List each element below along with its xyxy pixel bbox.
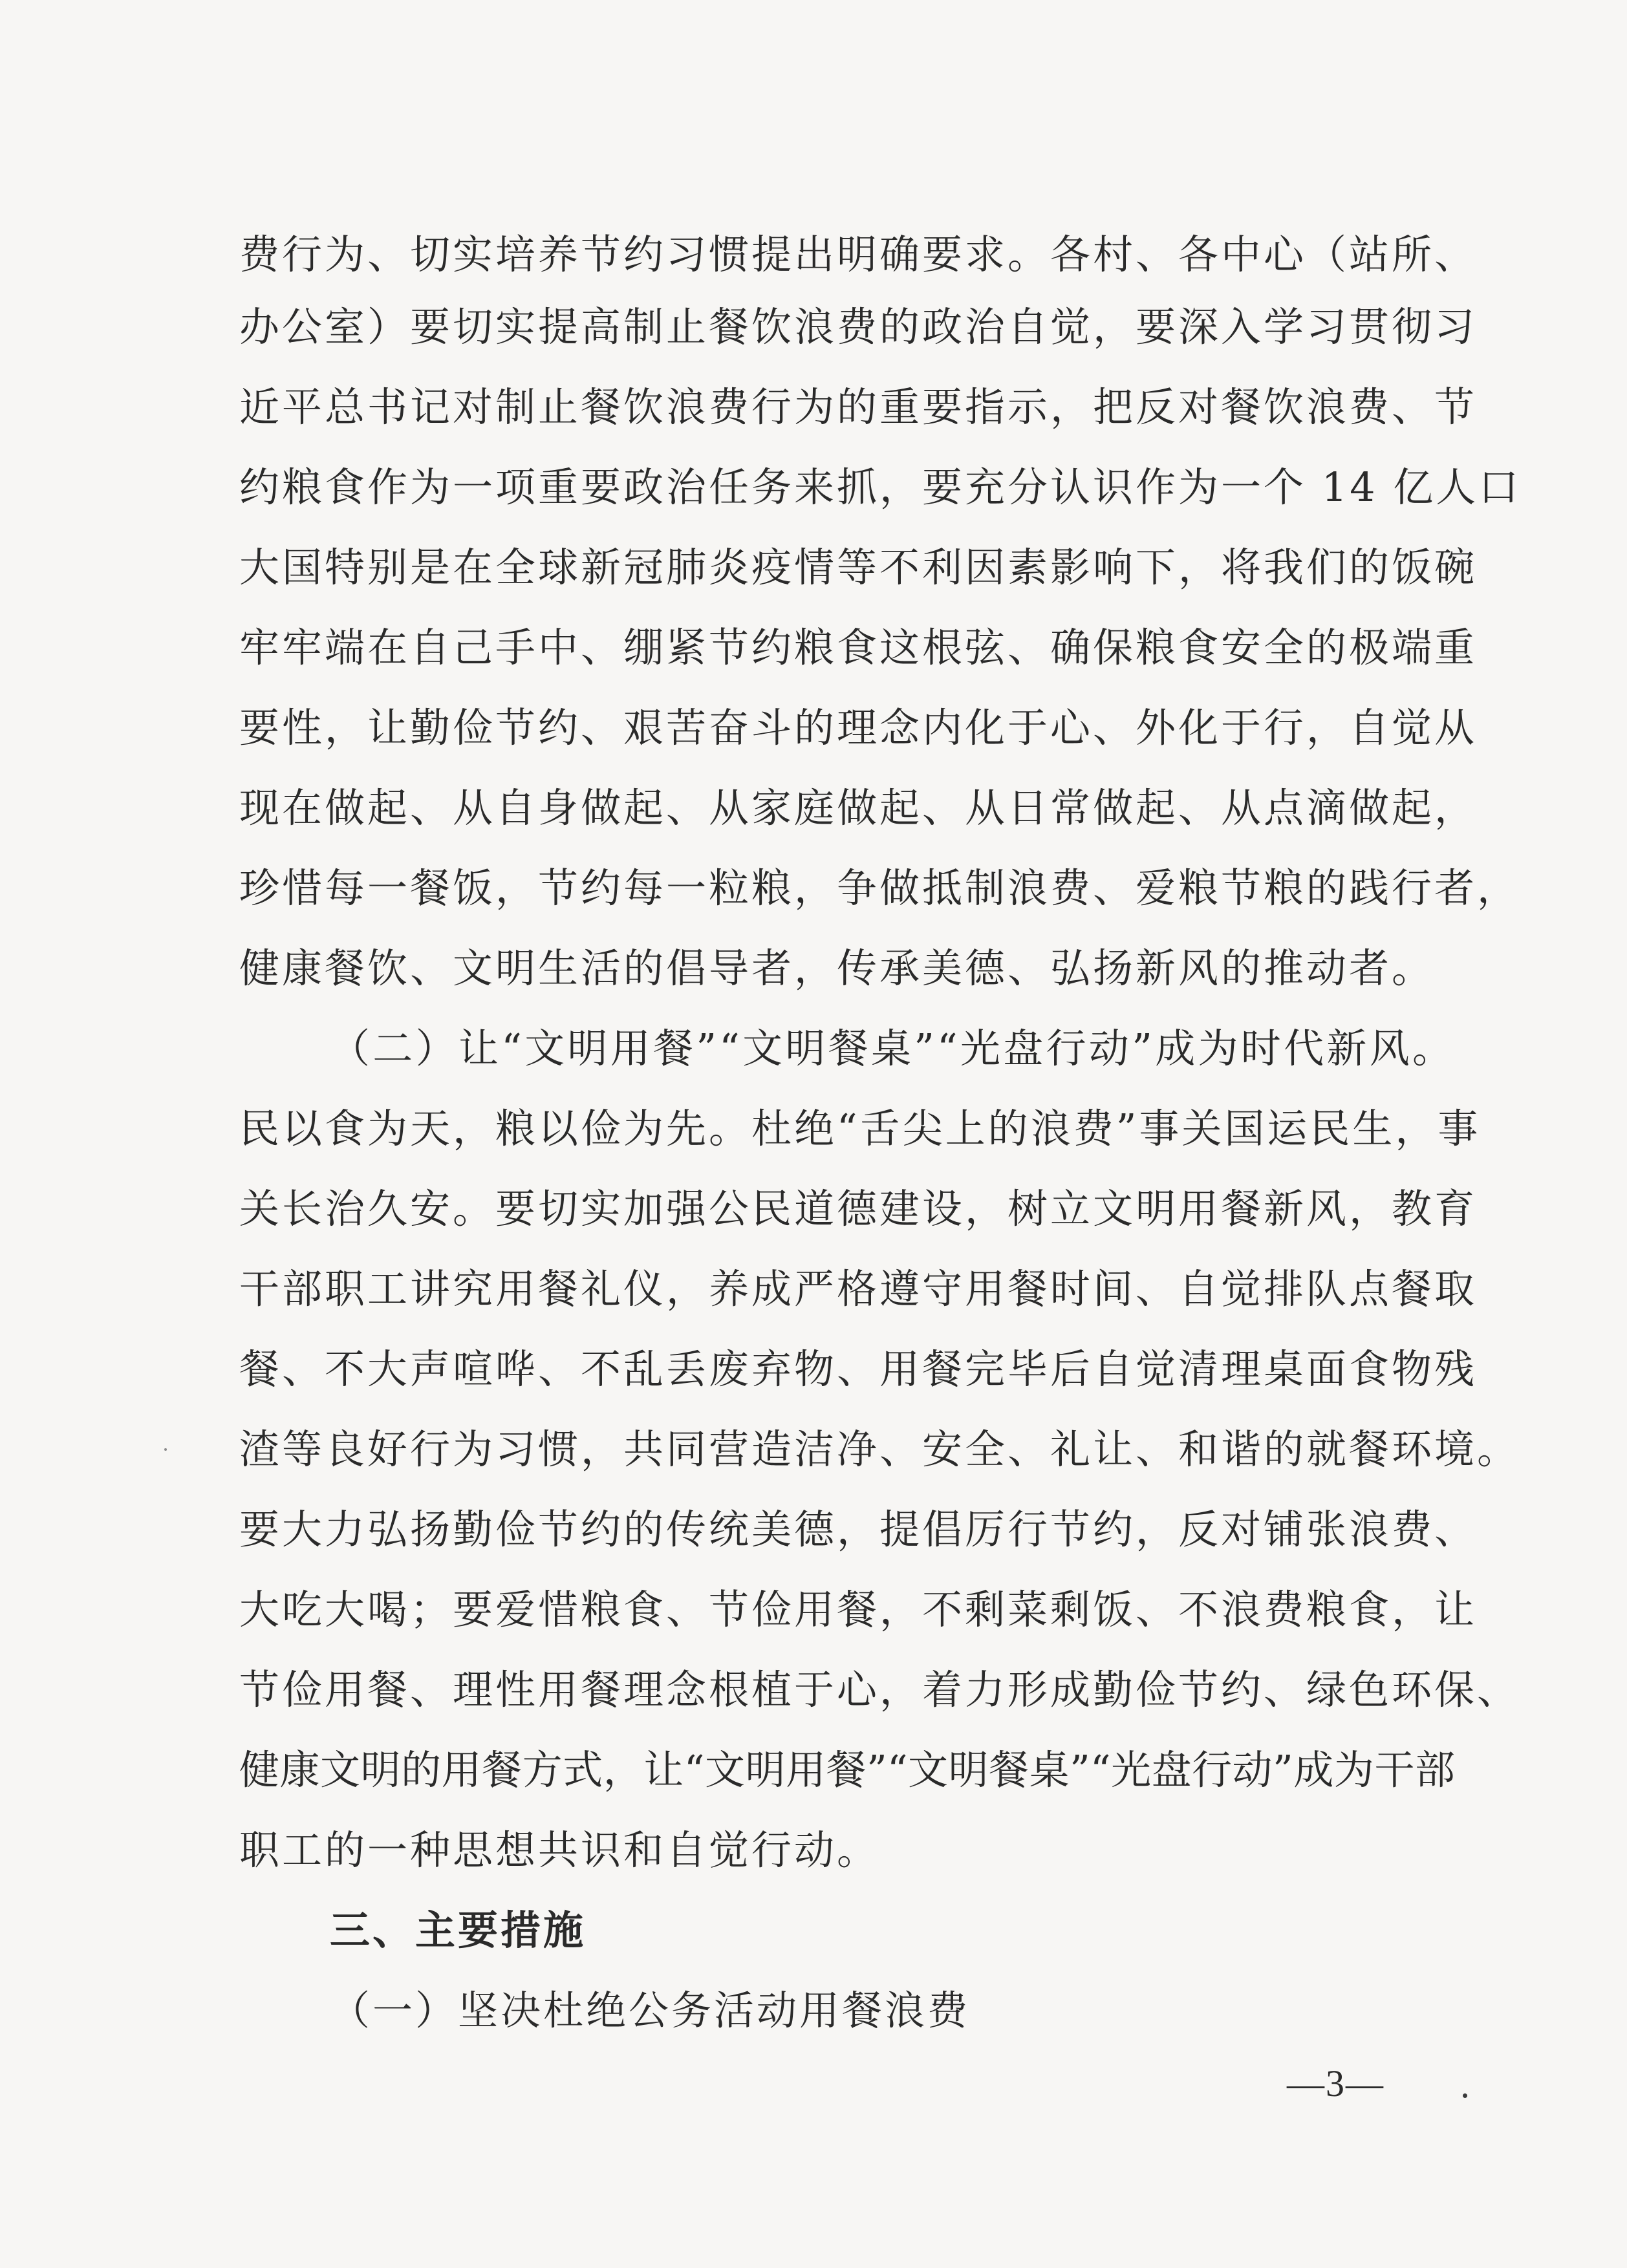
body-text-line: 餐、不大声喧哗、不乱丢废弃物、用餐完毕后自觉清理桌面食物残 — [239, 1345, 1478, 1393]
section-subheading: （一）坚决杜绝公务活动用餐浪费 — [330, 1987, 971, 2034]
body-text-line: 节俭用餐、理性用餐理念根植于心，着力形成勤俭节约、绿色环保、 — [239, 1666, 1520, 1713]
scan-speck — [1463, 2093, 1467, 2098]
body-text-line: 牢牢端在自己手中、绷紧节约粮食这根弦、确保粮食安全的极端重 — [239, 624, 1478, 671]
page-number: —3— — [1287, 2062, 1385, 2104]
body-text-line: 办公室）要切实提高制止餐饮浪费的政治自觉，要深入学习贯彻习 — [239, 303, 1478, 350]
body-text-line: 健康文明的用餐方式，让“文明用餐”“文明餐桌”“光盘行动”成为干部 — [239, 1746, 1455, 1793]
body-text-line: 大吃大喝；要爱惜粮食、节俭用餐，不剩菜剩饭、不浪费粮食，让 — [239, 1586, 1478, 1633]
body-text-line: 大国特别是在全球新冠肺炎疫情等不利因素影响下，将我们的饭碗 — [239, 544, 1478, 591]
body-text-line: 健康餐饮、文明生活的倡导者，传承美德、弘扬新风的推动者。 — [239, 945, 1435, 992]
body-text-line: 近平总书记对制止餐饮浪费行为的重要指示，把反对餐饮浪费、节 — [239, 383, 1478, 431]
body-text-line: 现在做起、从自身做起、从家庭做起、从日常做起、从点滴做起， — [239, 784, 1478, 831]
body-text-line: 职工的一种思想共识和自觉行动。 — [239, 1826, 880, 1874]
body-text-line: 关长治久安。要切实加强公民道德建设，树立文明用餐新风，教育 — [239, 1185, 1478, 1232]
body-text-line: 费行为、切实培养节约习惯提出明确要求。各村、各中心（站所、 — [239, 231, 1478, 278]
section-subheading: （二）让“文明用餐”“文明餐桌”“光盘行动”成为时代新风。 — [330, 1025, 1455, 1072]
body-text-line: 要性，让勤俭节约、艰苦奋斗的理念内化于心、外化于行，自觉从 — [239, 704, 1478, 751]
body-text-line: 干部职工讲究用餐礼仪，养成严格遵守用餐时间、自觉排队点餐取 — [239, 1265, 1478, 1312]
body-text-line: 民以食为天，粮以俭为先。杜绝“舌尖上的浪费”事关国运民生，事 — [239, 1105, 1481, 1152]
body-text-line: 珍惜每一餐饭，节约每一粒粮，争做抵制浪费、爱粮节粮的践行者， — [239, 864, 1520, 912]
body-text-line: 渣等良好行为习惯，共同营造洁净、安全、礼让、和谐的就餐环境。 — [239, 1426, 1520, 1473]
section-heading: 三、主要措施 — [330, 1907, 587, 1954]
body-text-line: 约粮食作为一项重要政治任务来抓，要充分认识作为一个 14 亿人口 — [239, 464, 1522, 511]
body-text-line: 要大力弘扬勤俭节约的传统美德，提倡厉行节约，反对铺张浪费、 — [239, 1506, 1478, 1553]
scan-speck — [164, 1448, 167, 1451]
